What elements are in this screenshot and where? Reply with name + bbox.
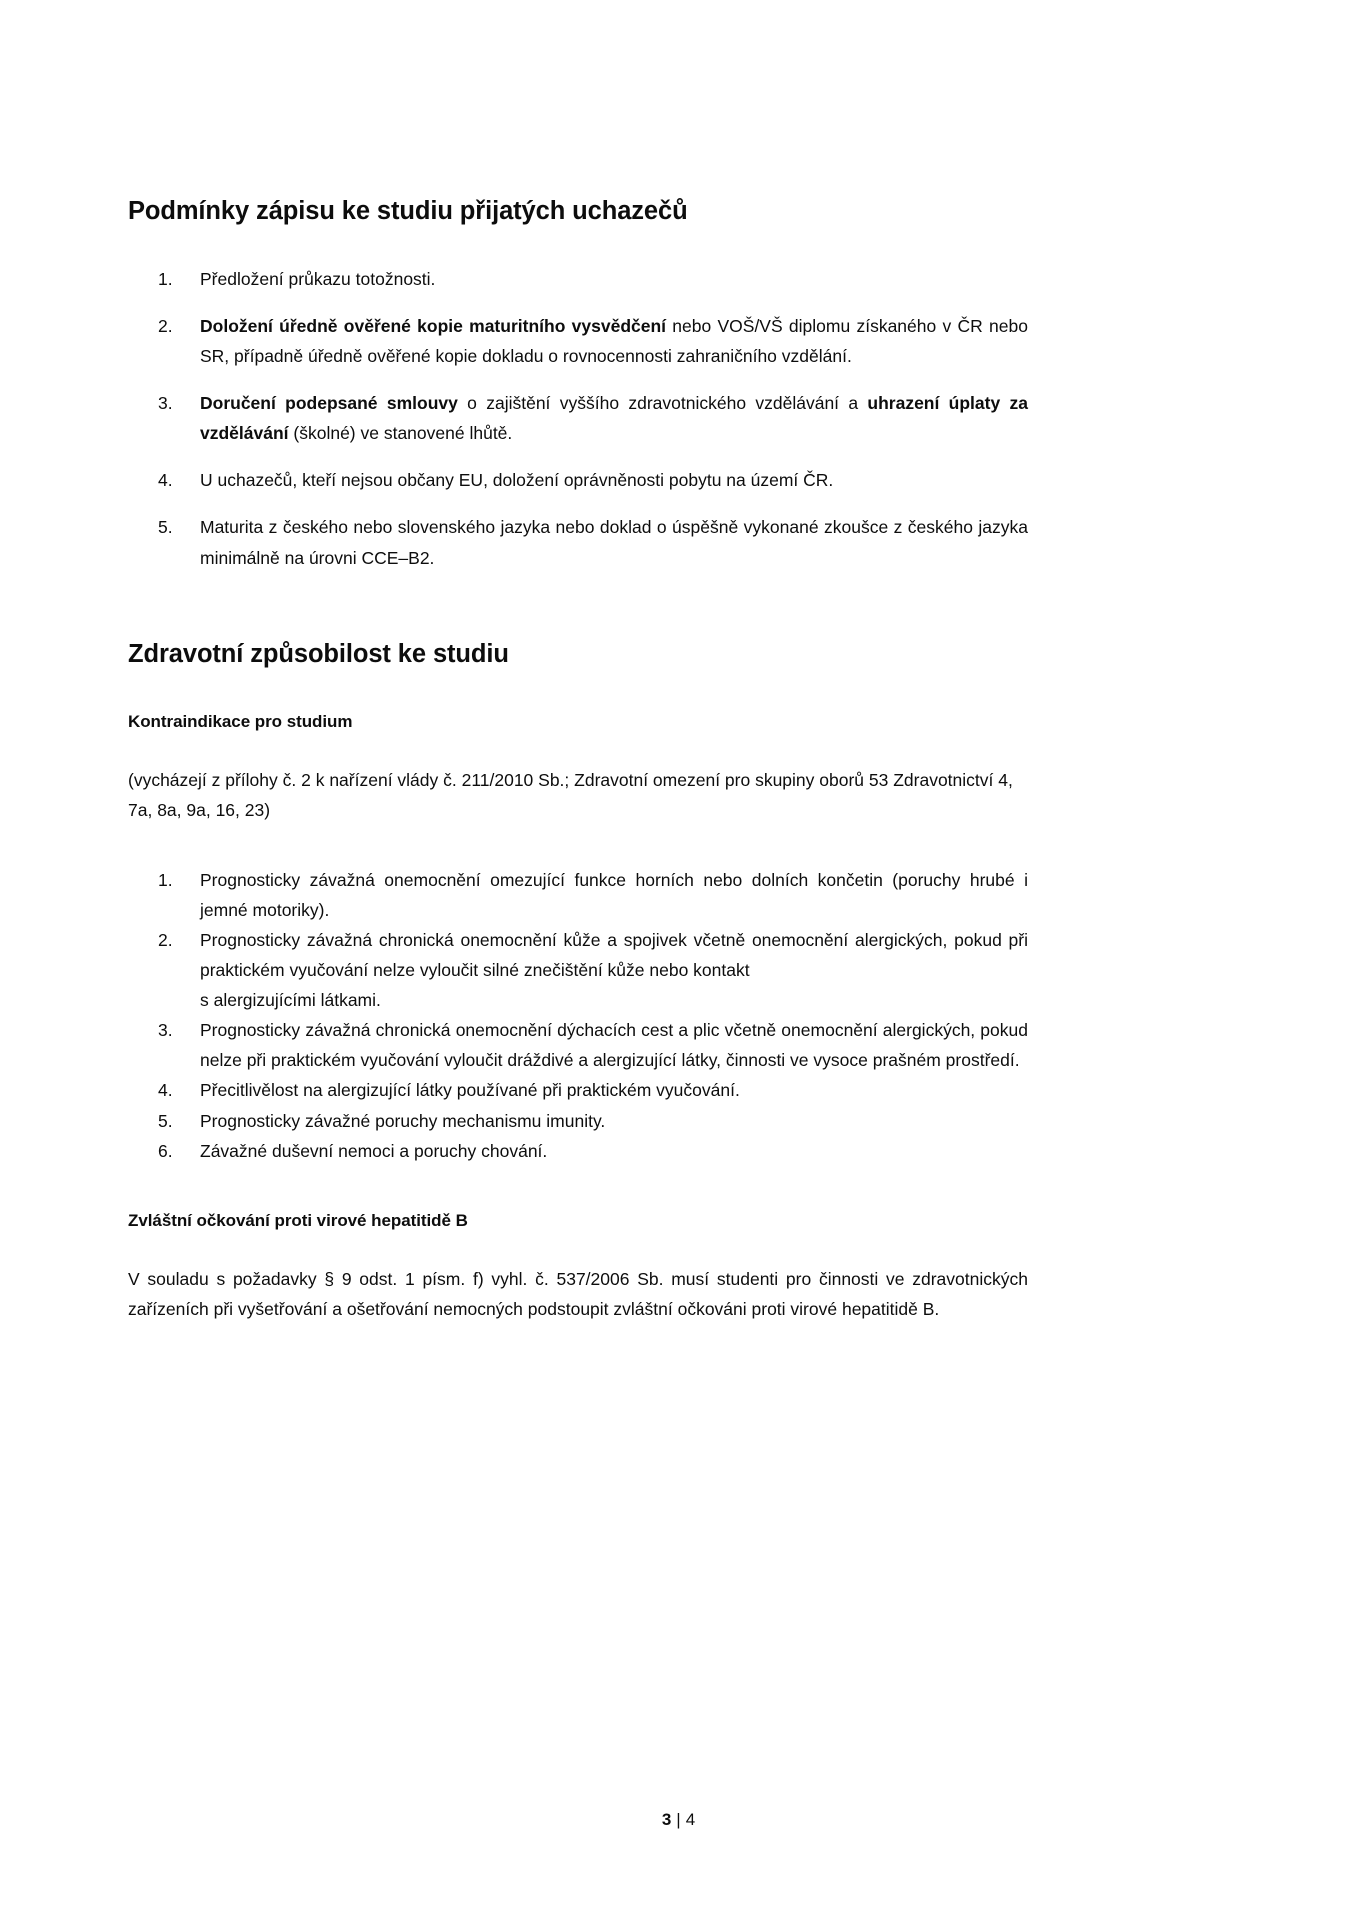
emphasis-text: Doručení podepsané smlouvy bbox=[200, 393, 458, 414]
enrollment-conditions-list bbox=[128, 264, 1028, 573]
footer-separator: | bbox=[676, 1810, 681, 1829]
list-item-text: Přecitlivělost na alergizující látky používané při praktickém vyučování. bbox=[200, 1080, 740, 1101]
footer-total-pages: 4 bbox=[685, 1810, 696, 1829]
list-item bbox=[128, 925, 1028, 1015]
emphasis-text: uhrazení úplaty za vzdělávání bbox=[200, 393, 1029, 444]
list-item bbox=[128, 388, 1028, 448]
section-title-health-capability: Zdravotní způsobilost ke studiu bbox=[128, 639, 509, 668]
list-item-text: U uchazečů, kteří nejsou občany EU, doložení oprávněnosti pobytu na území ČR. bbox=[200, 470, 834, 491]
list-item bbox=[128, 512, 1028, 572]
paragraph-spacer bbox=[128, 835, 1028, 865]
list-item-text: Maturita z českého nebo slovenského jazyka nebo doklad o úspěšně vykonané zkoušce z českého jazyka minimálně na úrovni CCE–B2. bbox=[200, 517, 1028, 568]
list-item bbox=[128, 1106, 1028, 1136]
list-item bbox=[128, 865, 1028, 925]
list-item-text: Závažné duševní nemoci a poruchy chování. bbox=[200, 1140, 548, 1161]
list-item bbox=[128, 1136, 1028, 1166]
list-item bbox=[128, 1015, 1028, 1075]
list-item-text: Předložení průkazu totožnosti. bbox=[200, 268, 436, 289]
list-item-text: Doručení podepsané smlouvy o zajištění vyššího zdravotnického vzdělávání a uhrazení úplaty za vzdělávání (školné) ve stanovené lhůtě. bbox=[200, 393, 1029, 444]
list-item bbox=[128, 465, 1028, 495]
list-marker: 2. bbox=[158, 315, 173, 336]
list-item bbox=[128, 1075, 1028, 1105]
section-spacer bbox=[128, 573, 1028, 639]
list-marker: 3. bbox=[158, 393, 173, 414]
page-content bbox=[128, 196, 1028, 1324]
list-item-text: Prognosticky závažná onemocnění omezující funkce horních nebo dolních končetin (poruchy hrubé i jemné motoriky). bbox=[200, 869, 1028, 920]
list-marker: 3. bbox=[158, 1020, 173, 1041]
list-item bbox=[128, 264, 1028, 294]
list-marker: 1. bbox=[158, 869, 173, 890]
list-marker: 5. bbox=[158, 1110, 173, 1131]
list-item-text: Prognosticky závažná chronická onemocnění kůže a spojivek včetně onemocnění alergických, pokud při praktickém vyučování nelze vyloučit silné znečištění kůže nebo kontakt s alergizujícími látkami. bbox=[200, 930, 1028, 1015]
list-item-text: Prognosticky závažné poruchy mechanismu imunity. bbox=[200, 1110, 606, 1131]
emphasis-text: Doložení úředně ověřené kopie maturitního vysvědčení bbox=[200, 315, 667, 336]
list-item-text: Prognosticky závažná chronická onemocnění dýchacích cest a plic včetně onemocnění alergických, pokud nelze při praktickém vyučování vyloučit dráždivé a alergizující látky, činnosti ve vysoce prašném prostředí. bbox=[200, 1020, 1028, 1071]
list-marker: 1. bbox=[158, 268, 173, 289]
contraindications-list bbox=[128, 865, 1028, 1166]
section-spacer bbox=[128, 1166, 1028, 1210]
subsection-title-contraindications: Kontraindikace pro studium bbox=[128, 711, 353, 731]
footer-current-page: 3 bbox=[661, 1810, 672, 1829]
list-marker: 2. bbox=[158, 929, 173, 950]
list-marker: 4. bbox=[158, 470, 173, 491]
list-marker: 6. bbox=[158, 1140, 173, 1161]
list-item bbox=[128, 311, 1028, 371]
list-marker: 4. bbox=[158, 1080, 173, 1101]
page-title-enrollment-conditions: Podmínky zápisu ke studiu přijatých uchazečů bbox=[128, 197, 688, 225]
vaccination-paragraph: V souladu s požadavky § 9 odst. 1 písm. f) vyhl. č. 537/2006 Sb. musí studenti pro činnosti ve zdravotnických zařízeních při vyšetřování a ošetřování nemocných podstoupit zvláštní očkováni proti virové hepatitidě B. bbox=[128, 1268, 1028, 1319]
page-footer bbox=[0, 1811, 1357, 1828]
list-item-text: Doložení úředně ověřené kopie maturitního vysvědčení nebo VOŠ/VŠ diplomu získaného v ČR nebo SR, případně úředně ověřené kopie dokladu o rovnocennosti zahraničního vzdělání. bbox=[200, 315, 1028, 367]
legal-source-note: (vycházejí z přílohy č. 2 k nařízení vlády č. 211/2010 Sb.; Zdravotní omezení pro skupiny oborů 53 Zdravotnictví 4, 7a, 8a, 9a, 16, 23) bbox=[128, 769, 1013, 820]
list-marker: 5. bbox=[158, 517, 173, 538]
subsection-title-vaccination: Zvláštní očkování proti virové hepatitidě B bbox=[128, 1210, 468, 1230]
list-item-continuation: s alergizujícími látkami. bbox=[200, 990, 381, 1011]
